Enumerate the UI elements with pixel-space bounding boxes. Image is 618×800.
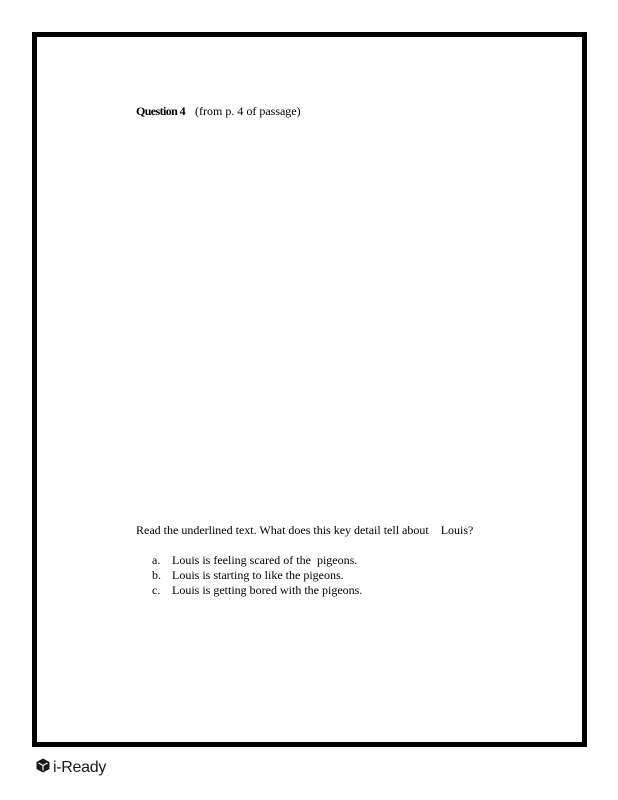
question-header (136, 104, 301, 119)
logo-text: i-Ready (53, 759, 107, 776)
answer-option-c[interactable] (152, 583, 362, 598)
answer-options (152, 553, 362, 598)
page-border-frame (32, 32, 587, 747)
question-source: (from p. 4 of passage) (195, 104, 301, 118)
question-number: Question 4 (136, 104, 186, 118)
option-letter: c. (152, 583, 161, 597)
option-letter: a. (152, 553, 161, 567)
question-stem: Read the underlined text. What does this key detail tell about Louis? (136, 523, 474, 537)
option-text: Louis is feeling scared of the pigeons. (172, 553, 358, 567)
answer-option-b[interactable] (152, 568, 362, 583)
option-text: Louis is starting to like the pigeons. (172, 568, 344, 582)
answer-option-a[interactable] (152, 553, 362, 568)
option-text: Louis is getting bored with the pigeons. (172, 583, 363, 597)
iready-logo (36, 758, 106, 778)
hexagon-logo-icon (36, 758, 50, 778)
option-letter: b. (152, 568, 161, 582)
